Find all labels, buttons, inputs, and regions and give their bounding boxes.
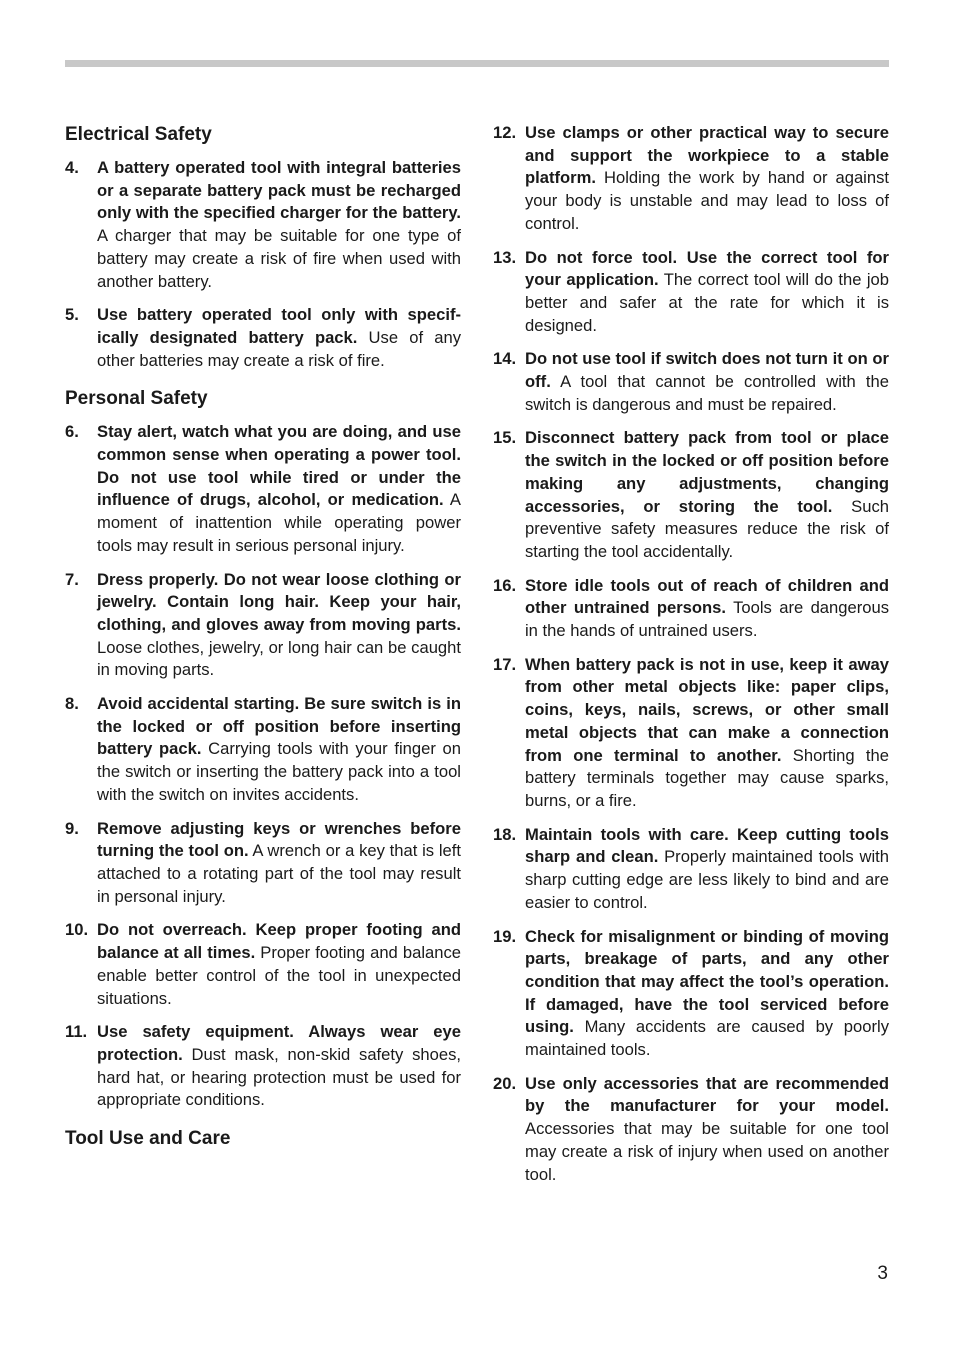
list-item bbox=[493, 1073, 889, 1187]
item-number: 12. bbox=[493, 123, 517, 142]
list-item bbox=[493, 122, 889, 236]
item-text: A tool that cannot be controlled with the switch is dangerous and must be repaired. bbox=[525, 372, 889, 414]
list-item bbox=[65, 693, 461, 807]
item-bold-text: Use clamps or other practical way to secure and support the workpiece to a stable platform. bbox=[525, 123, 889, 188]
item-body bbox=[525, 427, 889, 563]
item-bold-text: Check for misalignment or binding of moving parts, breakage of parts, and any other condition that may affect the tool’s operation. If damaged, have the tool serviced before using. bbox=[525, 926, 889, 1037]
item-bold-text: Do not force tool. Use the correct tool for your application. bbox=[525, 247, 889, 290]
item-bold-text: When battery pack is not in use, keep it away from other metal objects like: paper clips, coins, keys, nails, screws, or other small metal objects that can make a connection from one terminal to another. bbox=[525, 654, 889, 765]
item-text: Carrying tools with your finger on the switch or inserting the battery pack into a tool with the switch on invites accidents. bbox=[97, 739, 461, 804]
item-number: 11. bbox=[65, 1022, 88, 1042]
item-bold-text: Use battery operated tool only with specifically designated battery pack. bbox=[97, 305, 461, 347]
item-bold-text: Avoid accidental starting. Be sure switch is in the locked or off position before inserting battery pack. bbox=[97, 694, 461, 759]
item-bold-text: Use only accessories that are recommended by the manufacturer for your model. bbox=[525, 1073, 889, 1116]
item-number: 15. bbox=[493, 428, 517, 448]
item-body bbox=[97, 304, 461, 372]
item-body bbox=[525, 247, 889, 338]
item-text: Accessories that may be suitable for one tool may create a risk of injury when used on another tool. bbox=[525, 1119, 889, 1184]
item-bold-text: Do not overreach. Keep proper footing and balance at all times. bbox=[97, 920, 461, 963]
list-item bbox=[65, 569, 461, 683]
item-number: 5. bbox=[65, 305, 79, 325]
item-text: Such preventive safety measures reduce the risk of starting the tool accidentally. bbox=[525, 496, 889, 561]
list-item bbox=[65, 818, 461, 909]
section-heading-personal-safety: Personal Safety bbox=[65, 388, 208, 410]
item-number: 20. bbox=[493, 1073, 517, 1093]
item-text: Proper footing and balance enable better control of the tool in unexpected situations. bbox=[97, 943, 461, 1008]
item-body bbox=[97, 421, 461, 557]
list-item bbox=[493, 348, 889, 416]
item-number: 9. bbox=[65, 818, 79, 838]
item-number: 4. bbox=[65, 158, 79, 177]
item-bold-text: Maintain tools with care. Keep cutting tools sharp and clean. bbox=[525, 824, 889, 867]
item-body bbox=[525, 122, 889, 236]
item-text: A wrench or a key that is left attached to a rotating part of the tool may result in personal injury. bbox=[97, 841, 461, 906]
item-body bbox=[525, 824, 889, 915]
item-body bbox=[525, 926, 889, 1062]
list-item bbox=[493, 654, 889, 813]
item-text: Properly maintained tools with sharp cutting edge are less likely to bind and are easier to control. bbox=[525, 847, 889, 912]
item-text: A charger that may be suitable for one type of battery may create a risk of fire when used with another battery. bbox=[97, 226, 461, 291]
item-text: Tools are dangerous in the hands of untrained users. bbox=[525, 598, 889, 641]
item-number: 17. bbox=[493, 654, 517, 674]
item-bold-text: Store idle tools out of reach of children and other untrained persons. bbox=[525, 575, 889, 618]
item-number: 16. bbox=[493, 575, 517, 595]
item-body bbox=[97, 569, 461, 683]
item-text: Dust mask, non-skid safety shoes, hard hat, or hearing protection must be used for appropriate conditions. bbox=[97, 1044, 461, 1110]
list-item bbox=[493, 427, 889, 563]
list-item bbox=[65, 1021, 461, 1112]
left-column bbox=[65, 122, 461, 1161]
list-item bbox=[65, 304, 461, 372]
item-body bbox=[97, 919, 461, 1010]
item-body bbox=[525, 575, 889, 643]
section-heading-electrical-safety: Electrical Safety bbox=[65, 124, 212, 145]
item-text: A moment of inattention while operating power tools may result in serious personal injury. bbox=[97, 490, 461, 555]
item-number: 18. bbox=[493, 824, 517, 844]
item-number: 13. bbox=[493, 247, 517, 267]
list-item bbox=[493, 247, 889, 338]
item-body bbox=[97, 157, 461, 293]
item-bold-text: Do not use tool if switch does not turn it on or off. bbox=[525, 349, 889, 392]
list-item bbox=[493, 926, 889, 1062]
list-item bbox=[493, 575, 889, 643]
item-body bbox=[97, 818, 461, 909]
item-text: Many accidents are caused by poorly maintained tools. bbox=[525, 1017, 889, 1060]
item-text: Holding the work by hand or against your body is unstable and may lead to loss of control. bbox=[525, 168, 889, 233]
item-bold-text: A battery operated tool with integral batteries or a separate battery pack must be recharged only with the specified charger for the battery. bbox=[97, 158, 461, 223]
item-body bbox=[97, 1021, 461, 1112]
item-text: The correct tool will do the job better and safer at the rate for which it is designed. bbox=[525, 270, 889, 335]
page-number: 3 bbox=[877, 1263, 888, 1284]
list-item bbox=[493, 824, 889, 915]
item-bold-text: Disconnect battery pack from tool or place the switch in the locked or off position before making any adjustments, changing accessories, or storing the tool. bbox=[525, 428, 889, 516]
item-body bbox=[525, 1073, 889, 1187]
item-number: 14. bbox=[493, 349, 517, 369]
item-body bbox=[97, 693, 461, 807]
list-item bbox=[65, 919, 461, 1010]
item-bold-text: Dress properly. Do not wear loose clothing or jewelry. Contain long hair. Keep your hair, clothing, and gloves away from moving parts. bbox=[97, 569, 461, 634]
item-text: Loose clothes, jewelry, or long hair can be caught in moving parts. bbox=[97, 637, 461, 680]
item-body bbox=[525, 348, 889, 416]
list-item bbox=[65, 421, 461, 557]
item-number: 8. bbox=[65, 694, 79, 714]
item-bold-text: Stay alert, watch what you are doing, and use common sense when operating a power tool. Do not use tool while tired or under the influence of drugs, alcohol, or medication. bbox=[97, 422, 461, 510]
item-bold-text: Use safety equipment. Always wear eye protection. bbox=[97, 1022, 461, 1064]
right-column bbox=[493, 122, 889, 1197]
item-number: 7. bbox=[65, 569, 79, 589]
item-text: Use of any other batteries may create a risk of fire. bbox=[97, 327, 461, 370]
item-body bbox=[525, 654, 889, 813]
list-item bbox=[65, 157, 461, 293]
item-text: Shorting the battery terminals together may cause sparks, burns, or a fire. bbox=[525, 745, 890, 810]
top-rule bbox=[65, 60, 889, 67]
item-number: 19. bbox=[493, 926, 517, 946]
item-bold-text: Remove adjusting keys or wrenches before turning the tool on. bbox=[97, 818, 461, 861]
item-number: 10. bbox=[65, 920, 89, 940]
item-number: 6. bbox=[65, 422, 79, 442]
section-heading-tool-use-and-care: Tool Use and Care bbox=[65, 1128, 231, 1150]
